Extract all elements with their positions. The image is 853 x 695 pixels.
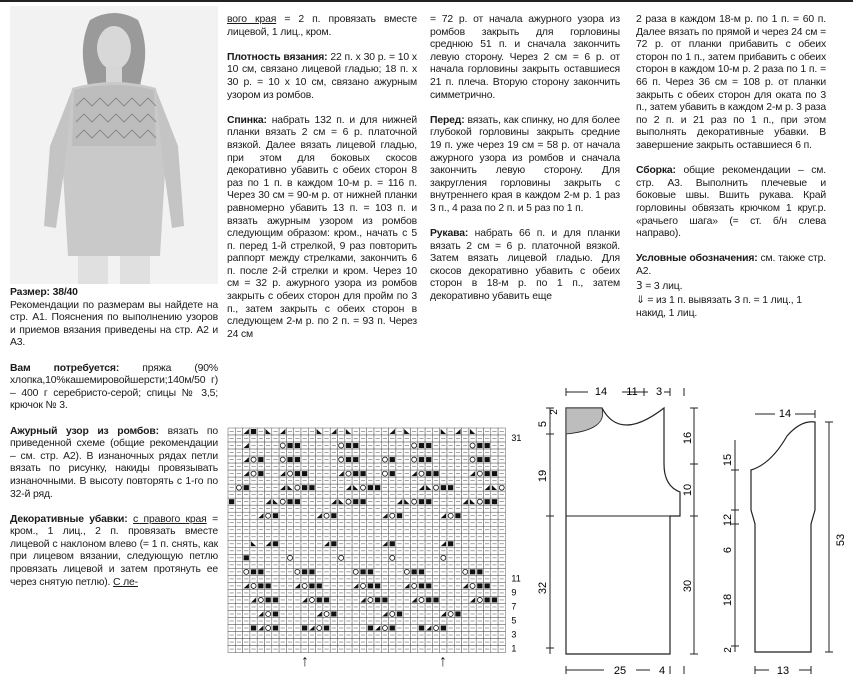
chart-mark-no-stitch: [251, 626, 256, 631]
chart-mark-no-stitch: [273, 541, 278, 546]
chart-mark-no-stitch: [331, 541, 336, 546]
size-text: Рекомендации по размерам вы найдете на стр. А1. Пояснения по выполнению узоров и приемов вязания приведены на стр. А2 и А3.: [10, 299, 218, 349]
chart-mark-no-stitch: [492, 499, 497, 504]
schem-bottom-25: 25: [613, 665, 627, 677]
chart-mark-no-stitch: [229, 499, 234, 504]
gauge-text: 22 п. х 30 р. = 10 х 10 см, связано лицевой гладью; 18 п. х 30 р. = 10 х 10 см, связано ажурным узором из ромбов.: [227, 51, 417, 101]
chart-mark-no-stitch: [485, 597, 490, 602]
chart-row-label: 5: [511, 615, 517, 626]
schem-right-16: 16: [682, 431, 694, 445]
chart-mark-no-stitch: [448, 541, 453, 546]
chart-mark-no-stitch: [346, 457, 351, 462]
sleeve-text: набрать 66 п. и для планки вязать 2 см = 6 р. платочной вязкой. Затем вязать лицевой гладью. Для скосов декоративно убавить с обеих сторон в 18-м р. по 1 п., затем декоративно убавить еще: [430, 228, 620, 303]
chart-mark-no-stitch: [485, 583, 490, 588]
chart-mark-no-stitch: [375, 485, 380, 490]
chart-row-label: 7: [511, 601, 517, 612]
chart-row-label: 1: [511, 643, 517, 654]
lace-text: вязать по приведенной схеме (общие рекомендации – см. стр. А2). В изнаночных рядах петли вязать по рисунку, накиды провязывать изнаночными. В высоту повторять с 1-го по 32-й ряд.: [10, 425, 218, 500]
chart-mark-no-stitch: [375, 597, 380, 602]
chart-mark-no-stitch: [331, 513, 336, 518]
chart-mark-no-stitch: [244, 485, 249, 490]
chart-mark-no-stitch: [324, 626, 329, 631]
left-edge-label: вого края: [227, 14, 277, 25]
schem-right-10: 10: [682, 483, 694, 497]
chart-mark-no-stitch: [477, 443, 482, 448]
chart-mark-no-stitch: [477, 457, 482, 462]
chart-mark-no-stitch: [287, 499, 292, 504]
sleeve-left-18: 18: [722, 593, 734, 607]
chart-mark-no-stitch: [360, 569, 365, 574]
chart-mark-no-stitch: [317, 597, 322, 602]
chart-mark-no-stitch: [477, 583, 482, 588]
chart-mark-no-stitch: [455, 513, 460, 518]
chart-mark-no-stitch: [426, 471, 431, 476]
legend-item-3-text: = 3 лиц.: [645, 281, 683, 293]
chart-mark-no-stitch: [258, 569, 263, 574]
legend-title: Условные обозначения:: [636, 253, 758, 265]
sleeve-bottom-13: 13: [776, 665, 790, 677]
chart-mark-no-stitch: [441, 626, 446, 631]
chart-mark-no-stitch: [273, 626, 278, 631]
column-1: [10, 287, 218, 602]
chart-mark-no-stitch: [419, 499, 424, 504]
schem-left-19: 19: [537, 469, 549, 483]
chart-row-label: 31: [511, 433, 522, 444]
chart-mark-no-stitch: [485, 499, 490, 504]
chart-mark-no-stitch: [317, 583, 322, 588]
back-title: Спинка:: [227, 114, 267, 126]
chart-mark-no-stitch: [390, 541, 395, 546]
chart-mark-no-stitch: [426, 443, 431, 448]
chart-mark-no-stitch: [455, 611, 460, 616]
chart-mark-no-stitch: [360, 471, 365, 476]
chart-mark-no-stitch: [273, 513, 278, 518]
schem-left-2: 2: [549, 409, 560, 415]
chart-mark-no-stitch: [273, 611, 278, 616]
sleeve-left-15: 15: [722, 453, 734, 467]
chart-row-label: 11: [511, 573, 521, 584]
chart-mark-no-stitch: [390, 471, 395, 476]
chart-mark-no-stitch: [412, 569, 417, 574]
sleeve-total-53: 53: [835, 533, 847, 547]
chart-mark-no-stitch: [470, 569, 475, 574]
lace-title: Ажурный узор из ромбов:: [10, 425, 159, 437]
chart-mark-no-stitch: [295, 443, 300, 448]
chart-mark-no-stitch: [477, 569, 482, 574]
left-edge-text: = 2 п. провязать вместе лицевой, 1 лиц., кром.: [227, 14, 417, 38]
chart-mark-no-stitch: [485, 457, 490, 462]
chart-mark-no-stitch: [251, 569, 256, 574]
front-title: Перед:: [430, 114, 465, 126]
chart-mark-no-stitch: [368, 485, 373, 490]
chart-mark-no-stitch: [287, 443, 292, 448]
decrease-title: Декоративные убавки:: [10, 513, 128, 525]
chart-mark-no-stitch: [251, 429, 256, 434]
back-text: набрать 132 п. и для нижней планки вязать 2 см = 6 р. платочной вязкой. Далее вязать лицевой гладью, при этом для боковых скосов декоративно убавить с обеих сторон 8 раз по 1 п. в каждом 10-м р. = 116 п. Через 30 см = 90-м р. от нижней планки равномерно убавить 13 п. = 103 п. и вязать ажурным узором из ромбов следующим образом: кром., начать с 5 п. перед 1-й стрелкой, 9 раз повторить раппорт между стрелками, закончить 6 п. после 2-й стрелки и кром. Через 10 см = 32 р. ажурного узора из ромбов закрыть с обеих сторон для пройм по 3 п., затем закрыть с обеих сторон в следующем 2-м р. по 2 п. = 93 п. Через 24 см: [227, 114, 417, 340]
chart-mark-no-stitch: [448, 485, 453, 490]
chart-mark-no-stitch: [485, 443, 490, 448]
chart-mark-no-stitch: [309, 569, 314, 574]
column-3: [430, 14, 620, 316]
chart-mark-no-stitch: [375, 583, 380, 588]
schem-top-14: 14: [594, 386, 608, 398]
chart-mark-no-stitch: [382, 597, 387, 602]
stitch-chart: [226, 426, 536, 655]
repeat-arrow-left: ↑: [301, 653, 309, 670]
front-text: вязать, как спинку, но для более глубокой горловины закрыть средние 19 п. уже через 19 см = 58 р. от начала ажурного узора из ромбов и сначала закончить левую сторону. Для закругления горловины закрыть с внутреннего края в каждом 2-м р. 1 раз 3 п., 4 раза по 2 п. и 5 раз по 1 п.: [430, 114, 620, 214]
schem-bottom-4: 4: [658, 665, 666, 677]
chart-mark-no-stitch: [426, 583, 431, 588]
chart-mark-no-stitch: [390, 457, 395, 462]
assembly-title: Сборка:: [636, 165, 676, 177]
size-title: Размер: 38/40: [10, 287, 78, 298]
chart-mark-no-stitch: [353, 457, 358, 462]
sleeve-schematic: [722, 400, 853, 695]
chart-mark-no-stitch: [397, 611, 402, 616]
chart-mark-no-stitch: [266, 597, 271, 602]
chart-mark-no-stitch: [368, 583, 373, 588]
chart-mark-no-stitch: [302, 569, 307, 574]
chart-mark-no-stitch: [492, 597, 497, 602]
model-photo: [10, 6, 218, 284]
chart-mark-no-stitch: [295, 457, 300, 462]
legend-symbol-increase: ⇓: [636, 294, 645, 307]
sleeve-left-6: 6: [722, 546, 734, 554]
chart-mark-no-stitch: [426, 597, 431, 602]
chart-mark-no-stitch: [419, 569, 424, 574]
chart-mark-no-stitch: [295, 499, 300, 504]
chart-mark-no-stitch: [419, 626, 424, 631]
chart-mark-no-stitch: [309, 485, 314, 490]
chart-mark-no-stitch: [419, 583, 424, 588]
sleeve-left-2: 2: [723, 647, 734, 653]
chart-mark-no-stitch: [433, 597, 438, 602]
stitch-chart-grid: [226, 426, 536, 654]
chart-mark-no-stitch: [273, 597, 278, 602]
chart-mark-no-stitch: [324, 597, 329, 602]
schem-top-11: 11: [626, 386, 638, 398]
legend-item-3-knit: [636, 280, 826, 294]
chart-mark-no-stitch: [419, 443, 424, 448]
chart-mark-no-stitch: [426, 499, 431, 504]
body-schematic: [537, 378, 700, 683]
legend-symbol-3: 3: [636, 280, 643, 293]
back-continued-text: = 72 р. от начала ажурного узора из ромбов закрыть для горловины среднюю 51 п. и сначала закончить левую сторону. Через 2 см = 6 р. от начала горловины закрыть оставшиеся 21 п. плеча. Вторую сторону закончить симметрично.: [430, 14, 620, 101]
chart-mark-no-stitch: [353, 471, 358, 476]
materials-text: пряжа (90% хлопка,10%кашемировойшерсти;140м/50 г) – 400 г серебристо-серой; спицы № 3,5; крючок № 3.: [10, 362, 218, 412]
chart-mark-no-stitch: [287, 457, 292, 462]
repeat-arrow-right: ↑: [439, 653, 447, 670]
chart-mark-no-stitch: [353, 443, 358, 448]
sleeve-title: Рукава:: [430, 228, 469, 240]
chart-mark-no-stitch: [433, 471, 438, 476]
chart-row-label: 9: [511, 587, 517, 598]
sleeve-left-12: 12: [722, 513, 734, 527]
sleeve-top-14: 14: [778, 408, 792, 420]
chart-mark-no-stitch: [258, 471, 263, 476]
chart-mark-no-stitch: [353, 499, 358, 504]
chart-mark-no-stitch: [258, 583, 263, 588]
chart-mark-no-stitch: [309, 583, 314, 588]
chart-mark-no-stitch: [302, 471, 307, 476]
decrease-right-label: с правого края: [133, 513, 207, 525]
decrease-text: = кром., 1 лиц., 2 п. провязать вместе лицевой с наклоном влево (= 1 п. снять, как при лицевом вязании, следующую петлю провязать лицевой и затем протянуть ее через снятую петлю).: [10, 513, 218, 588]
chart-mark-no-stitch: [266, 583, 271, 588]
assembly-text: общие рекомендации – см. стр. А3. Выполнить плечевые и боковые швы. Вшить рукава. Край горловины обвязать крючком 1 круг.р. «рачьего шага» (= ст. б/н слева направо).: [636, 165, 826, 240]
chart-mark-no-stitch: [419, 457, 424, 462]
chart-mark-no-stitch: [244, 555, 249, 560]
chart-mark-no-stitch: [485, 471, 490, 476]
chart-mark-no-stitch: [441, 485, 446, 490]
gauge-title: Плотность вязания:: [227, 51, 328, 63]
top-rule: [0, 0, 853, 2]
chart-mark-no-stitch: [302, 626, 307, 631]
schem-top-3: 3: [655, 386, 663, 398]
chart-mark-no-stitch: [360, 499, 365, 504]
legend-text: см. также стр. А2.: [636, 253, 826, 277]
decrease-left-label: С ле-: [113, 576, 138, 588]
schem-left-5: 5: [537, 420, 549, 428]
chart-mark-no-stitch: [492, 471, 497, 476]
legend-item-increase: [636, 294, 826, 320]
schem-left-32: 32: [537, 581, 549, 595]
chart-mark-no-stitch: [397, 513, 402, 518]
chart-mark-no-stitch: [302, 485, 307, 490]
chart-mark-no-stitch: [426, 457, 431, 462]
column-2: [227, 14, 417, 354]
column-4: [636, 14, 826, 320]
sleeve-continued-text: 2 раза в каждом 18-м р. по 1 п. = 60 п. Далее вязать по прямой и через 24 см = 72 р. от планки прибавить с обеих сторон по 1 п., затем прибавить с обеих сторон в каждом 10-м р. 2 раза по 1 п. = 66 п. Через 36 см = 108 р. от планки закрыть с обеих сторон для оката по 3 п., затем убавить в каждом 2-м р. 3 раза по 2 п. и 21 раз по 1 п., при этом выполнять декоративные убавки. В завершение закрыть оставшиеся 6 п.: [636, 14, 826, 151]
chart-mark-no-stitch: [390, 626, 395, 631]
legend-item-increase-text: = из 1 п. вывязать 3 п. = 1 лиц., 1 накид, 1 лиц.: [636, 295, 802, 319]
schem-right-30: 30: [682, 579, 694, 593]
chart-mark-no-stitch: [346, 443, 351, 448]
chart-mark-no-stitch: [295, 471, 300, 476]
chart-row-label: 3: [511, 629, 517, 640]
chart-mark-no-stitch: [331, 611, 336, 616]
chart-mark-no-stitch: [368, 626, 373, 631]
chart-mark-no-stitch: [258, 457, 263, 462]
chart-mark-no-stitch: [368, 569, 373, 574]
materials-title: Вам потребуется:: [10, 362, 120, 374]
